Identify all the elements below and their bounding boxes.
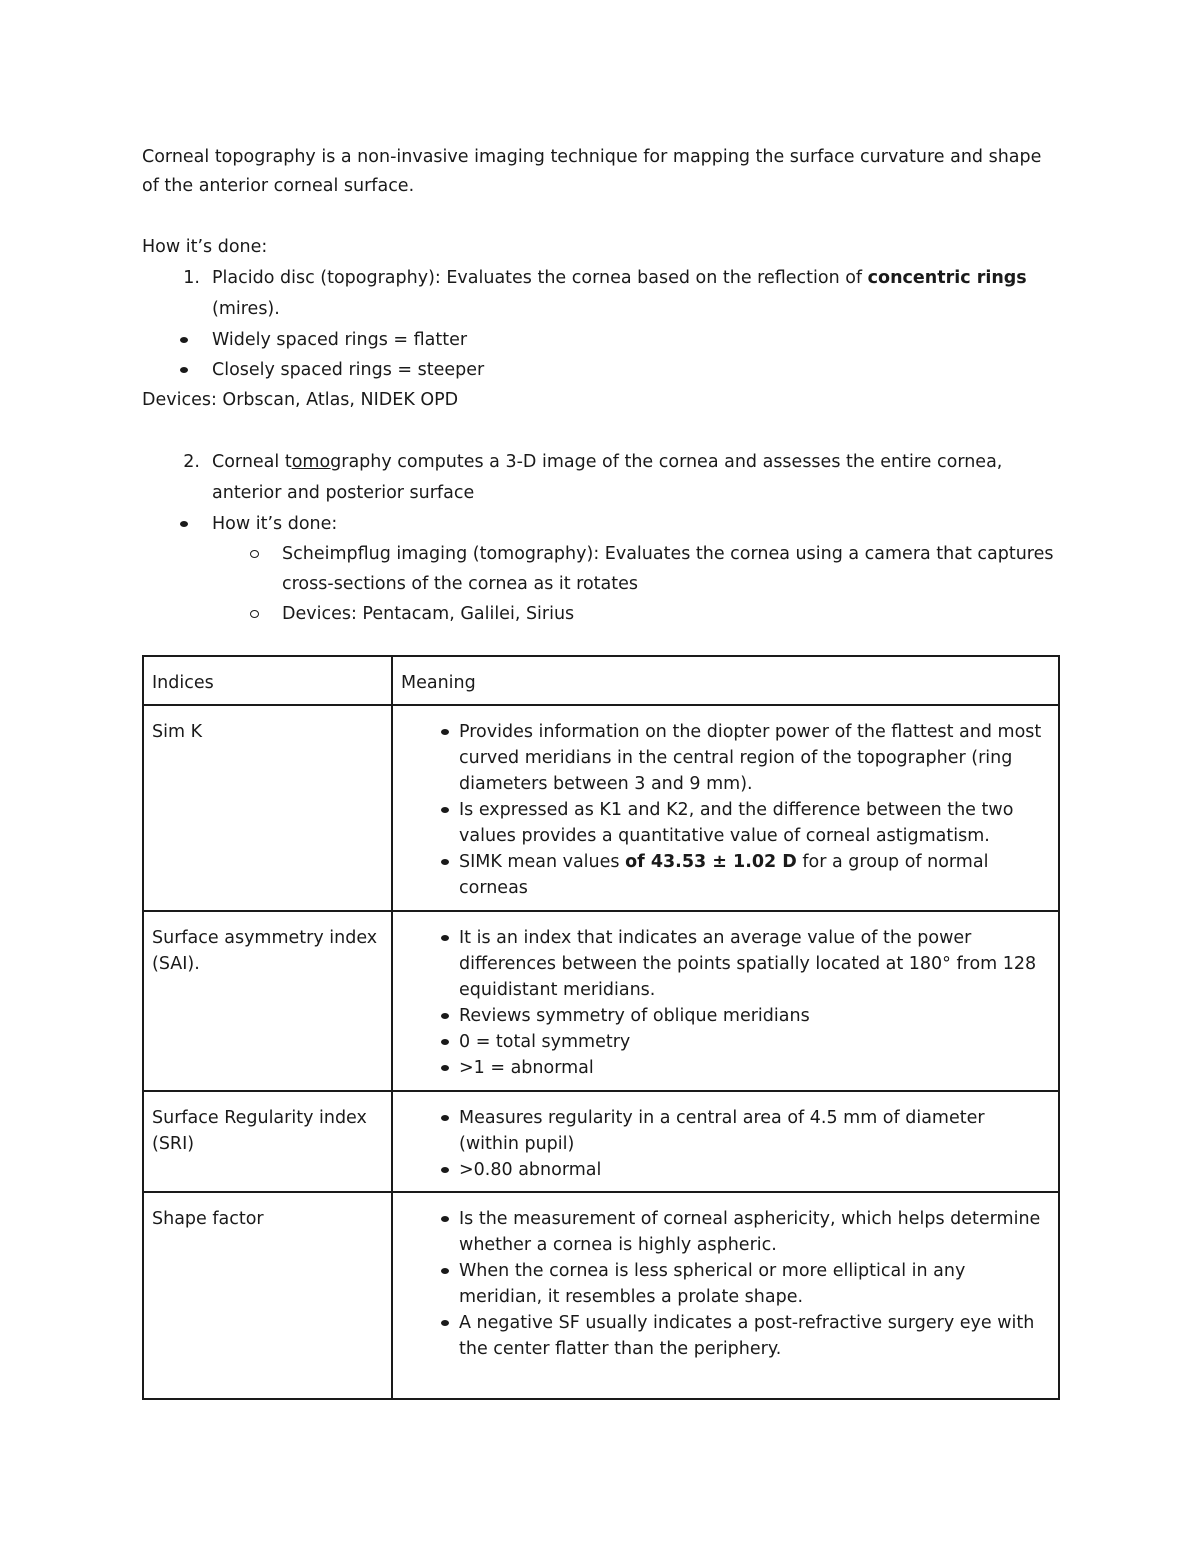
circle-bullet-icon: [246, 539, 282, 599]
bullet-icon: [401, 1310, 459, 1362]
underlined-text: omog: [291, 452, 342, 472]
sub-bullet-item: Scheimpflug imaging (tomography): Evaluates the cornea using a camera that captures cross-sections of the cornea as it rotates: [142, 539, 1062, 599]
bullet-item: 0 = total symmetry: [401, 1029, 1050, 1055]
how-done-heading: How it’s done:: [142, 237, 268, 257]
meaning-cell: [392, 705, 1059, 911]
sub-bullet-item: Devices: Pentacam, Galilei, Sirius: [142, 599, 1062, 629]
list-item-placido: 1. Placido disc (topography): Evaluates the cornea based on the reflection of concentric rings (mires).: [142, 263, 1062, 325]
bullet-icon: [401, 719, 459, 797]
header-meaning: Meaning: [392, 656, 1059, 705]
bullet-item: Closely spaced rings = steeper: [142, 355, 1062, 385]
meaning-cell: [392, 1192, 1059, 1399]
bullet-icon: [401, 849, 459, 901]
bullet-icon: [174, 325, 212, 355]
meaning-cell: [392, 911, 1059, 1091]
list-number: 1.: [183, 268, 200, 288]
bullet-item: Reviews symmetry of oblique meridians: [401, 1003, 1050, 1029]
bullet-item: A negative SF usually indicates a post-refractive surgery eye with the center flatter than the periphery.: [401, 1310, 1050, 1362]
table-row: [143, 1192, 1059, 1399]
bullet-item: >0.80 abnormal: [401, 1157, 1050, 1183]
bullet-item: Is the measurement of corneal asphericity, which helps determine whether a cornea is highly aspheric.: [401, 1206, 1050, 1258]
devices-line: Devices: Orbscan, Atlas, NIDEK OPD: [142, 390, 459, 410]
table-row: [143, 1091, 1059, 1192]
header-indices: Indices: [143, 656, 392, 705]
placido-label: Placido disc (topography):: [212, 268, 441, 288]
document-body: [142, 143, 1062, 629]
index-cell: Surface asymmetry index (SAI).: [143, 911, 392, 1091]
bullet-icon: [174, 355, 212, 385]
bullet-item: When the cornea is less spherical or more elliptical in any meridian, it resembles a prolate shape.: [401, 1258, 1050, 1310]
simk-value: of 43.53 ± 1.02 D: [625, 852, 797, 872]
bullet-item: Provides information on the diopter power of the flattest and most curved meridians in the central region of the topographer (ring diameters between 3 and 9 mm).: [401, 719, 1050, 797]
bullet-icon: [401, 1206, 459, 1258]
meaning-cell: [392, 1091, 1059, 1192]
bullet-item: SIMK mean values of 43.53 ± 1.02 D for a group of normal corneas: [401, 849, 1050, 901]
bullet-item: Widely spaced rings = flatter: [142, 325, 1062, 355]
circle-bullet-icon: [246, 599, 282, 629]
intro-paragraph: Corneal topography is a non-invasive imaging technique for mapping the surface curvature and shape of the anterior corneal surface.: [142, 147, 1042, 196]
bullet-icon: [401, 797, 459, 849]
table-header-row: [143, 656, 1059, 705]
bullet-item: Is expressed as K1 and K2, and the difference between the two values provides a quantitative value of corneal astigmatism.: [401, 797, 1050, 849]
bullet-icon: [401, 925, 459, 1003]
list-item-tomography: 2. Corneal tomography computes a 3-D image of the cornea and assesses the entire cornea, anterior and posterior surface: [142, 447, 1062, 509]
bullet-icon: [174, 509, 212, 539]
bullet-item: How it’s done:: [142, 509, 1062, 539]
bullet-item: It is an index that indicates an average value of the power differences between the points spatially located at 180° from 128 equidistant meridians.: [401, 925, 1050, 1003]
bullet-icon: [401, 1055, 459, 1081]
bullet-icon: [401, 1029, 459, 1055]
bullet-icon: [401, 1258, 459, 1310]
bullet-icon: [401, 1157, 459, 1183]
table-row: [143, 911, 1059, 1091]
index-cell: Sim K: [143, 705, 392, 911]
bullet-icon: [401, 1003, 459, 1029]
index-cell: Shape factor: [143, 1192, 392, 1399]
bullet-icon: [401, 1105, 459, 1157]
list-number: 2.: [183, 452, 200, 472]
concentric-rings-bold: concentric rings: [867, 268, 1027, 288]
bullet-item: Measures regularity in a central area of 4.5 mm of diameter (within pupil): [401, 1105, 1050, 1157]
bullet-item: >1 = abnormal: [401, 1055, 1050, 1081]
table-row: [143, 705, 1059, 911]
index-cell: Surface Regularity index (SRI): [143, 1091, 392, 1192]
indices-table: [142, 655, 1060, 1400]
